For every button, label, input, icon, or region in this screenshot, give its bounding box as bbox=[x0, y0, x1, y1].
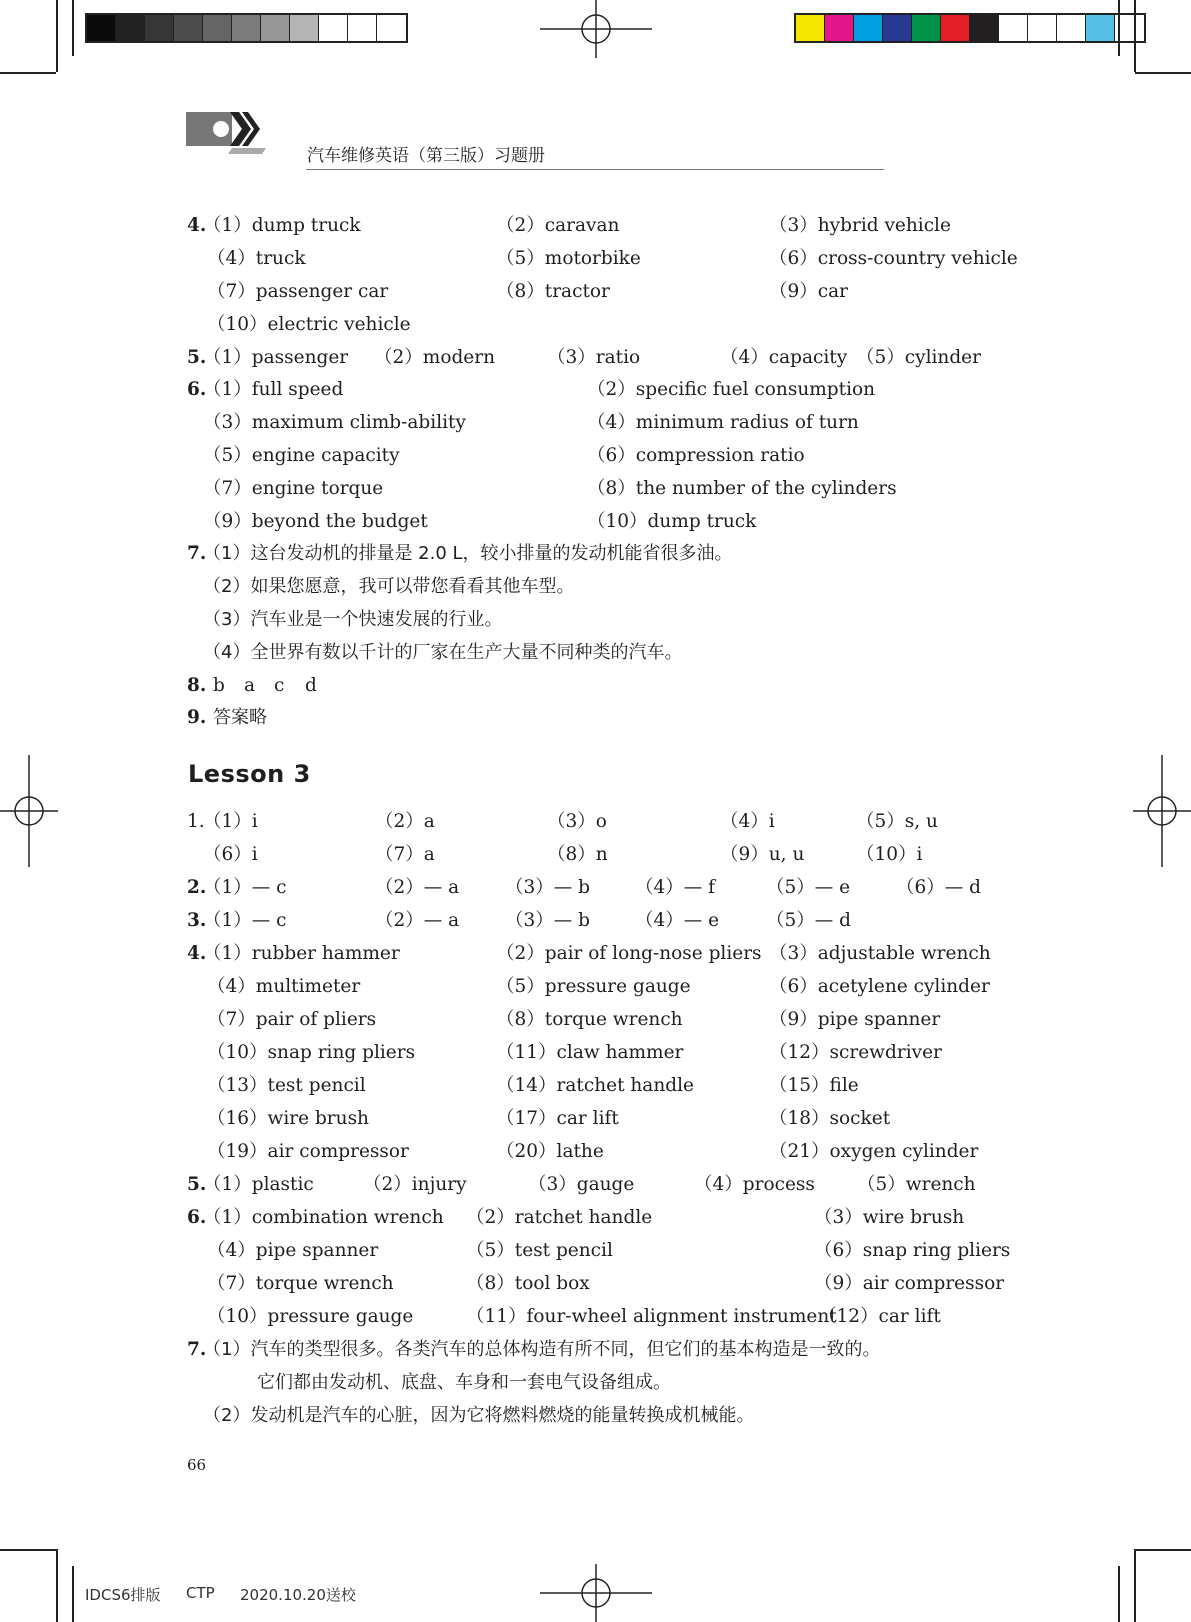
answer-item: （2）— a bbox=[375, 910, 460, 931]
crop-mark bbox=[72, 0, 74, 56]
answer-item: （15）file bbox=[769, 1075, 859, 1096]
answer-item: （4）— f bbox=[635, 877, 715, 898]
answer-item: a bbox=[244, 675, 256, 696]
registration-mark-bottom bbox=[540, 1562, 652, 1622]
color-swatch bbox=[116, 15, 145, 41]
answer-item: （8）torque wrench bbox=[496, 1009, 683, 1030]
answer-item: （5）test pencil bbox=[466, 1240, 613, 1261]
color-swatch bbox=[1028, 15, 1057, 41]
answer-item: （11）four-wheel alignment instrument bbox=[466, 1306, 837, 1327]
answer-item: （1）这台发动机的排量是 2.0 L，较小排量的发动机能省很多油。 bbox=[203, 543, 733, 564]
question-number: 8. bbox=[187, 675, 207, 696]
color-swatch bbox=[377, 15, 406, 41]
color-swatch bbox=[912, 15, 941, 41]
answer-item: （9）beyond the budget bbox=[203, 511, 428, 532]
crop-mark bbox=[1118, 0, 1120, 56]
answer-item: （7）engine torque bbox=[203, 478, 384, 499]
question-number: 6. bbox=[187, 1207, 207, 1228]
answer-item: （6）acetylene cylinder bbox=[769, 976, 990, 997]
answer-item: （7）pair of pliers bbox=[207, 1009, 377, 1030]
answer-item: （5）engine capacity bbox=[203, 445, 400, 466]
answer-item: （1）combination wrench bbox=[203, 1207, 444, 1228]
crop-mark bbox=[0, 72, 56, 74]
color-swatch bbox=[970, 15, 999, 41]
answer-item: （6）cross-country vehicle bbox=[769, 248, 1018, 269]
question-number: 1. bbox=[187, 811, 205, 832]
answer-item: （5）s, u bbox=[856, 811, 938, 832]
answer-item: （8）tool box bbox=[466, 1273, 590, 1294]
color-swatch bbox=[87, 15, 116, 41]
answer-item: （3）o bbox=[547, 811, 607, 832]
answer-item: （6）— d bbox=[896, 877, 981, 898]
crop-mark bbox=[1118, 1566, 1120, 1622]
color-swatch bbox=[854, 15, 883, 41]
footer-date: 2020.10.20送校 bbox=[240, 1586, 356, 1604]
answer-item: （8）n bbox=[547, 844, 608, 865]
answer-item: （9）pipe spanner bbox=[769, 1009, 941, 1030]
color-swatch bbox=[261, 15, 290, 41]
question-number: 3. bbox=[187, 910, 207, 931]
answer-item: （2）— a bbox=[375, 877, 460, 898]
answer-item: （9）u, u bbox=[720, 844, 805, 865]
answer-item: （2）发动机是汽车的心脏，因为它将燃料燃烧的能量转换成机械能。 bbox=[203, 1405, 755, 1426]
answer-item: （1）full speed bbox=[203, 379, 344, 400]
answer-item: （4）i bbox=[720, 811, 775, 832]
answer-item: 答案略 bbox=[213, 707, 267, 728]
answer-item: （16）wire brush bbox=[207, 1108, 369, 1129]
answer-item: （5）motorbike bbox=[496, 248, 641, 269]
color-swatch bbox=[1057, 15, 1086, 41]
answer-item: （10）electric vehicle bbox=[207, 314, 411, 335]
answer-item: （3）hybrid vehicle bbox=[769, 215, 951, 236]
answer-item: （2）ratchet handle bbox=[466, 1207, 653, 1228]
answer-item: （4）— e bbox=[635, 910, 720, 931]
crop-mark bbox=[56, 0, 58, 72]
color-swatch bbox=[999, 15, 1028, 41]
answer-item: （3）adjustable wrench bbox=[769, 943, 991, 964]
answer-item: （3）— b bbox=[505, 877, 590, 898]
answer-item: （8）tractor bbox=[496, 281, 610, 302]
color-swatch bbox=[145, 15, 174, 41]
answer-item: （8）the number of the cylinders bbox=[587, 478, 897, 499]
registration-mark-left bbox=[0, 755, 60, 867]
header-rule bbox=[306, 169, 884, 170]
answer-item: （1）rubber hammer bbox=[203, 943, 400, 964]
answer-item: （5）— d bbox=[766, 910, 851, 931]
answer-item: （10）snap ring pliers bbox=[207, 1042, 416, 1063]
answer-item: （2）如果您愿意，我可以带您看看其他车型。 bbox=[203, 576, 575, 597]
color-swatch bbox=[174, 15, 203, 41]
answer-item: （1）汽车的类型很多。各类汽车的总体构造有所不同，但它们的基本构造是一致的。 bbox=[203, 1339, 881, 1360]
answer-item: （2）a bbox=[375, 811, 435, 832]
color-swatch bbox=[348, 15, 377, 41]
answer-item: （6）compression ratio bbox=[587, 445, 805, 466]
question-number: 5. bbox=[187, 1174, 207, 1195]
answer-item: （1）i bbox=[203, 811, 258, 832]
answer-item: （12）car lift bbox=[818, 1306, 941, 1327]
answer-item: （4）process bbox=[694, 1174, 815, 1195]
color-bar bbox=[794, 13, 1146, 43]
footer-process: CTP bbox=[186, 1584, 215, 1602]
crop-mark bbox=[1134, 0, 1136, 72]
answer-item: （10）pressure gauge bbox=[207, 1306, 414, 1327]
answer-item: （6）i bbox=[203, 844, 258, 865]
answer-item: （21）oxygen cylinder bbox=[769, 1141, 979, 1162]
answer-item: （10）dump truck bbox=[587, 511, 757, 532]
crop-mark bbox=[1135, 72, 1191, 74]
answer-item: （4）truck bbox=[207, 248, 306, 269]
answer-item: （9）air compressor bbox=[814, 1273, 1005, 1294]
answer-item: （1）— c bbox=[203, 910, 287, 931]
answer-item: （2）injury bbox=[363, 1174, 467, 1195]
answer-item: （14）ratchet handle bbox=[496, 1075, 694, 1096]
color-swatch bbox=[290, 15, 319, 41]
answer-item: （3）wire brush bbox=[814, 1207, 965, 1228]
answer-item: （5）pressure gauge bbox=[496, 976, 691, 997]
answer-item: （1）plastic bbox=[203, 1174, 314, 1195]
answer-item: （5）cylinder bbox=[856, 347, 981, 368]
answer-item: （5）wrench bbox=[857, 1174, 976, 1195]
answer-item: （13）test pencil bbox=[207, 1075, 366, 1096]
answer-item: （7）passenger car bbox=[207, 281, 389, 302]
answer-item: （1）passenger bbox=[203, 347, 349, 368]
answer-item: （1）— c bbox=[203, 877, 287, 898]
answer-item: （19）air compressor bbox=[207, 1141, 409, 1162]
color-swatch bbox=[203, 15, 232, 41]
crop-mark bbox=[72, 1566, 74, 1622]
color-swatch bbox=[883, 15, 912, 41]
question-number: 4. bbox=[187, 215, 207, 236]
answer-item: （7）torque wrench bbox=[207, 1273, 394, 1294]
answer-item: （11）claw hammer bbox=[496, 1042, 684, 1063]
crop-mark bbox=[1135, 1549, 1191, 1551]
answer-item: （3）maximum climb-ability bbox=[203, 412, 466, 433]
question-number: 2. bbox=[187, 877, 207, 898]
answer-item: （2）caravan bbox=[496, 215, 620, 236]
answer-item: （2）pair of long-nose pliers bbox=[496, 943, 762, 964]
question-number: 7. bbox=[187, 1339, 207, 1360]
answer-item: 它们都由发动机、底盘、车身和一套电气设备组成。 bbox=[257, 1372, 671, 1393]
answer-item: （3）汽车业是一个快速发展的行业。 bbox=[203, 609, 503, 630]
question-number: 6. bbox=[187, 379, 207, 400]
answer-item: （20）lathe bbox=[496, 1141, 604, 1162]
lesson-heading: Lesson 3 bbox=[188, 760, 311, 788]
answer-item: （2）specific fuel consumption bbox=[587, 379, 876, 400]
answer-item: （4）minimum radius of turn bbox=[587, 412, 859, 433]
question-number: 4. bbox=[187, 943, 207, 964]
grayscale-bar bbox=[85, 13, 408, 43]
answer-item: （6）snap ring pliers bbox=[814, 1240, 1011, 1261]
color-swatch bbox=[232, 15, 261, 41]
answer-item: （7）a bbox=[375, 844, 435, 865]
question-number: 9. bbox=[187, 707, 207, 728]
answer-item: （17）car lift bbox=[496, 1108, 619, 1129]
answer-item: （5）— e bbox=[766, 877, 851, 898]
color-swatch bbox=[796, 15, 825, 41]
crop-mark bbox=[0, 1549, 56, 1551]
color-swatch bbox=[825, 15, 854, 41]
answer-item: （9）car bbox=[769, 281, 849, 302]
question-number: 5. bbox=[187, 347, 207, 368]
color-swatch bbox=[1086, 15, 1115, 41]
answer-item: （12）screwdriver bbox=[769, 1042, 942, 1063]
answer-item: （3）gauge bbox=[528, 1174, 635, 1195]
registration-mark-right bbox=[1131, 755, 1191, 867]
answer-item: （1）dump truck bbox=[203, 215, 361, 236]
answer-item: （2）modern bbox=[374, 347, 495, 368]
chapter-logo-icon bbox=[186, 110, 268, 158]
answer-item: （18）socket bbox=[769, 1108, 891, 1129]
footer-software: IDCS6排版 bbox=[85, 1586, 161, 1604]
answer-item: （3）— b bbox=[505, 910, 590, 931]
answer-item: （4）全世界有数以千计的厂家在生产大量不同种类的汽车。 bbox=[203, 642, 683, 663]
color-swatch bbox=[941, 15, 970, 41]
answer-item: （4）multimeter bbox=[207, 976, 361, 997]
answer-item: （10）i bbox=[856, 844, 923, 865]
crop-mark bbox=[1134, 1549, 1136, 1622]
answer-item: d bbox=[305, 675, 317, 696]
book-title: 汽车维修英语（第三版）习题册 bbox=[307, 146, 545, 166]
color-swatch bbox=[319, 15, 348, 41]
crop-mark bbox=[56, 1549, 58, 1622]
answer-item: （4）pipe spanner bbox=[207, 1240, 379, 1261]
answer-item: （4）capacity bbox=[720, 347, 848, 368]
page-number: 66 bbox=[187, 1456, 207, 1474]
answer-item: c bbox=[274, 675, 285, 696]
registration-mark-top bbox=[540, 0, 652, 60]
answer-item: b bbox=[213, 675, 225, 696]
question-number: 7. bbox=[187, 543, 207, 564]
answer-item: （3）ratio bbox=[547, 347, 641, 368]
